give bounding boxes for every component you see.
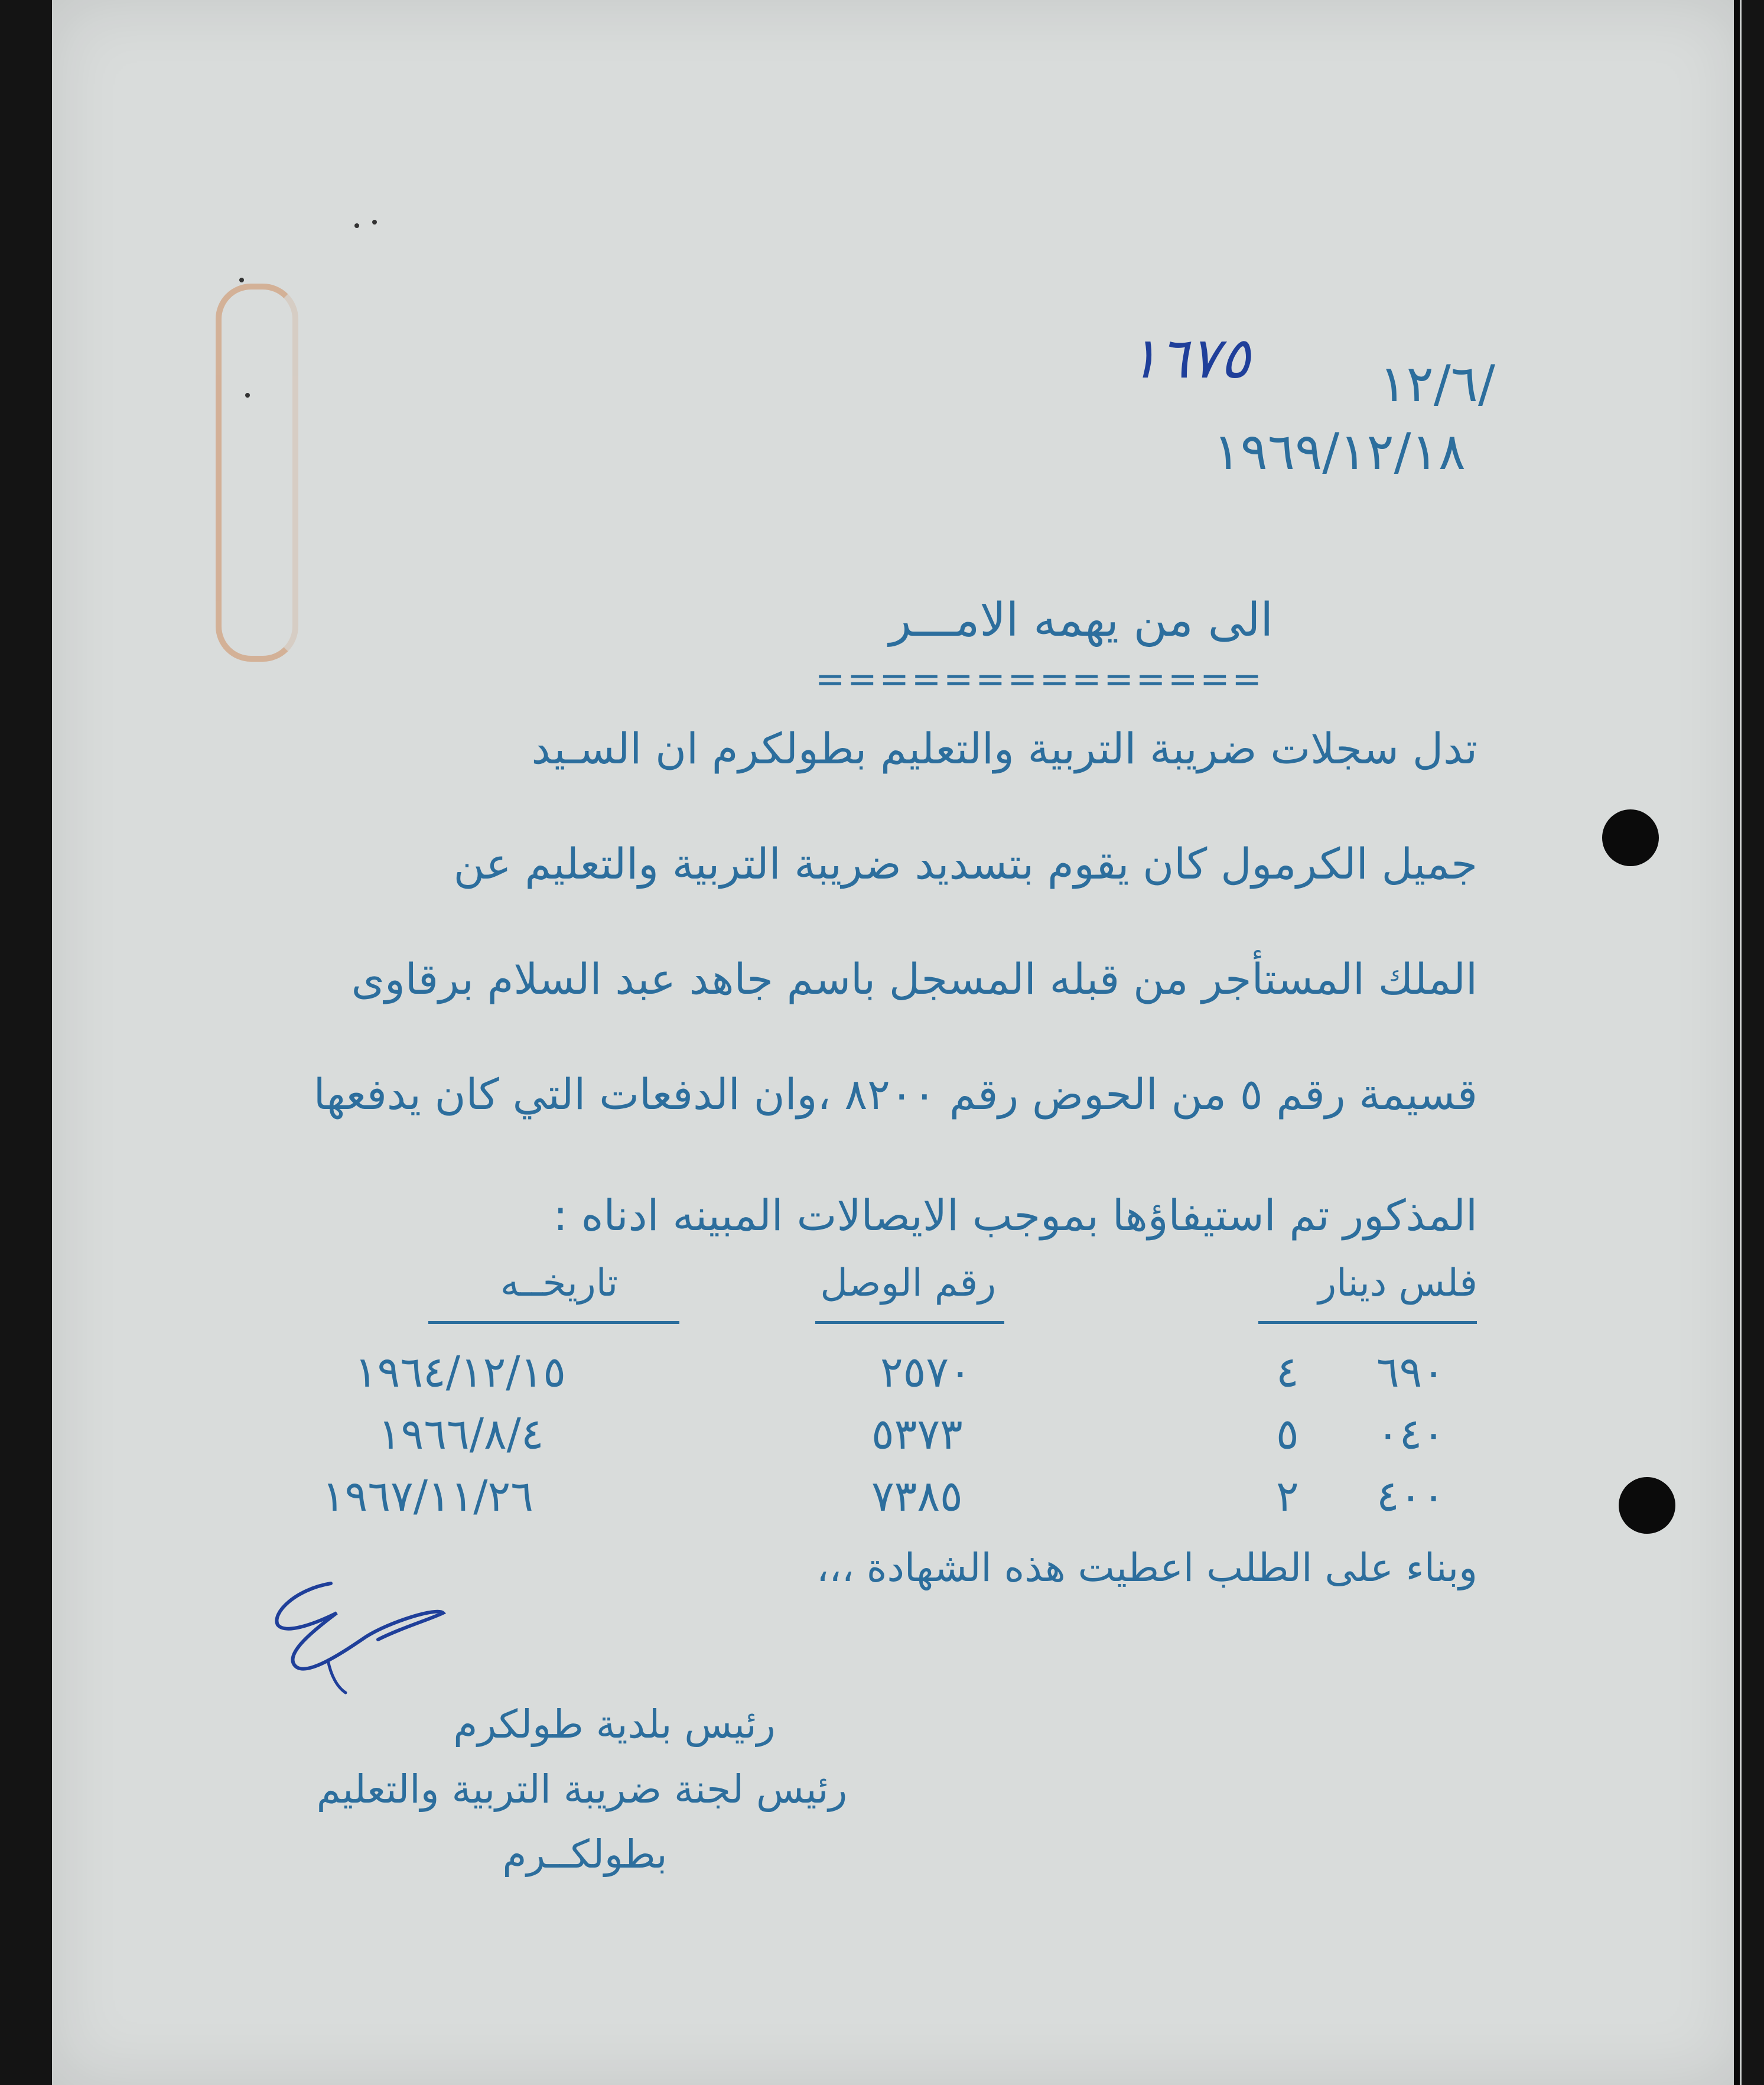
reference-prefix: /١٢/٦ [1379,354,1495,414]
cell-date: ١٩٦٧/١١/٢٦ [322,1471,533,1521]
dot-mark [239,278,244,282]
cell-fils: ٦٩٠ [1376,1347,1446,1397]
dot-mark [245,393,250,398]
body-line: تدل سجلات ضريبة التربية والتعليم بطولكرم ان السـيد [531,724,1477,773]
column-header-receipt: رقم الوصل [820,1261,996,1305]
signatory-line-2: رئيس لجنة ضريبة التربية والتعليم [316,1767,848,1812]
handwritten-reference-number: ١٦٧٥ [1128,325,1251,391]
body-line: جميل الكرمول كان يقوم بتسديد ضريبة التربية والتعليم عن [453,839,1477,889]
document-date: ١٩٦٩/١٢/١٨ [1213,422,1466,482]
cell-receipt: ٥٣٧٣ [871,1409,963,1459]
body-line: المذكور تم استيفاؤها بموجب الايصالات المبينه ادناه : [553,1191,1477,1240]
cell-dinar: ٥ [1276,1409,1299,1459]
paper-edge [1734,0,1740,2085]
cell-fils: ٤٠٠ [1376,1471,1446,1521]
column-header-amount: فلس دينار [1318,1261,1477,1305]
paperclip-rust-stain [216,284,298,662]
handwritten-signature [260,1572,461,1702]
cell-date: ١٩٦٤/١٢/١٥ [354,1347,566,1397]
column-rule-date [428,1321,679,1324]
cell-receipt: ٢٥٧٠ [880,1347,972,1397]
column-header-date: تاريخــه [500,1261,618,1305]
letter-title: الى من يهمه الامـــر [888,594,1274,647]
dot-mark [372,220,377,225]
cell-dinar: ٤ [1276,1347,1299,1397]
signatory-line-3: بطولكــرم [502,1832,668,1877]
closing-line: وبناء على الطلب اعطيت هذه الشهادة ،،، [816,1545,1477,1590]
body-line: قسيمة رقم ٥ من الحوض رقم ٨٢٠٠ ،وان الدفعات التي كان يدفعها [313,1069,1477,1119]
punch-hole-bottom [1619,1477,1675,1534]
punch-hole-top [1602,809,1659,866]
dot-mark [354,223,359,228]
cell-dinar: ٢ [1276,1471,1299,1521]
signatory-line-1: رئيس بلدية طولكرم [453,1702,776,1747]
cell-receipt: ٧٣٨٥ [871,1471,963,1521]
column-rule-receipt [815,1321,1004,1324]
cell-date: ١٩٦٦/٨/٤ [378,1409,544,1459]
title-underline: ============== [815,659,1264,700]
cell-fils: ٠٤٠ [1376,1409,1446,1459]
body-line: الملك المستأجر من قبله المسجل باسم جاهد عبد السلام برقاوى [351,954,1477,1004]
column-rule-amount [1258,1321,1477,1324]
